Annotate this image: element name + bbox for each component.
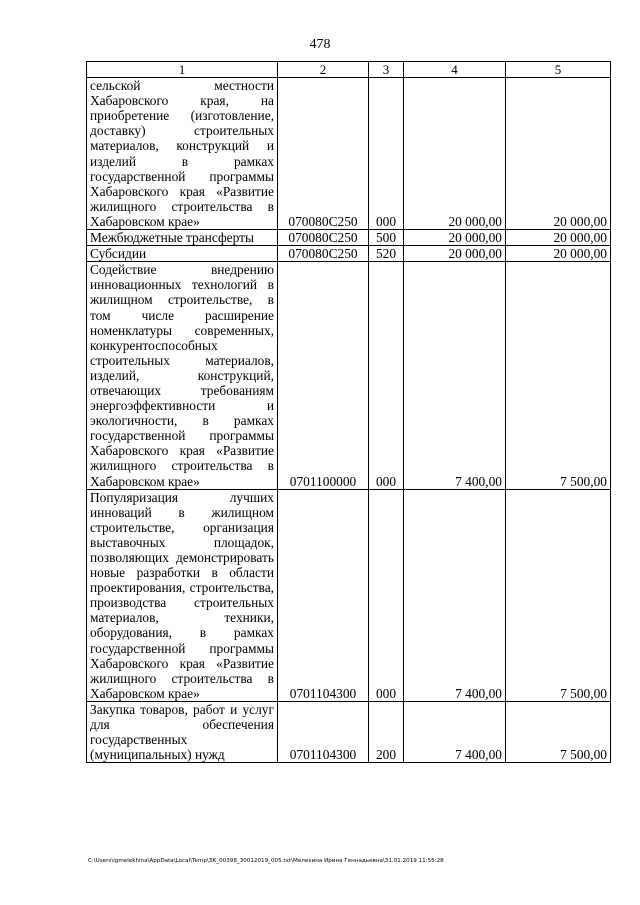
- header-col-2: 2: [278, 62, 369, 78]
- row-sum-2: 20 000,00: [506, 230, 611, 246]
- budget-table: [86, 61, 611, 763]
- table-row: [87, 246, 611, 262]
- row-code: 070080С250: [278, 230, 369, 246]
- table-row: [87, 230, 611, 246]
- row-description: сельской местности Хабаровского края, на приобретение (изготовление, доставку) строительных материалов, конструкций и изделий в рамках государственной программы Хабаровского края «Развитие жилищного строительства в Хабаровском крае»: [87, 78, 278, 230]
- row-sum-2: 20 000,00: [506, 78, 611, 230]
- row-sum-1: 20 000,00: [404, 246, 506, 262]
- row-sum-2: 7 500,00: [506, 489, 611, 701]
- row-expense-type: 000: [369, 489, 404, 701]
- row-sum-1: 20 000,00: [404, 230, 506, 246]
- row-sum-2: 7 500,00: [506, 701, 611, 762]
- row-code: 070080С250: [278, 78, 369, 230]
- header-row: [87, 62, 611, 78]
- document-footer-path: C:\Users\igmelekhina\AppData\Local\Temp\ЗК_00398_30012019_005.txt\Мелехина Ирина Геннадьевна\31.01.2019 11:55:28: [88, 858, 444, 864]
- page-number: 478: [309, 37, 331, 52]
- row-description: Содействие внедрению инновационных технологий в жилищном строительстве, в том числе расширение номенклатуры современных, конкурентоспособных строительных материалов, изделий, конструкций, отвечающих требованиям энергоэффективности и экологичности, в рамках государственной программы Хабаровского края «Развитие жилищного строительства в Хабаровском крае»: [87, 262, 278, 489]
- row-code: 070080С250: [278, 246, 369, 262]
- table-row: [87, 489, 611, 701]
- row-code: 0701104300: [278, 701, 369, 762]
- header-col-1: 1: [87, 62, 278, 78]
- row-description: Закупка товаров, работ и услуг для обеспечения государственных (муниципальных) нужд: [87, 701, 278, 762]
- header-col-5: 5: [506, 62, 611, 78]
- row-sum-2: 20 000,00: [506, 246, 611, 262]
- row-sum-1: 7 400,00: [404, 701, 506, 762]
- table-row: [87, 262, 611, 489]
- header-col-4: 4: [404, 62, 506, 78]
- row-sum-2: 7 500,00: [506, 262, 611, 489]
- row-description: Межбюджетные трансферты: [87, 230, 278, 246]
- row-expense-type: 000: [369, 78, 404, 230]
- row-description: Популяризация лучших инноваций в жилищном строительстве, организация выставочных площадок, позволяющих демонстрировать новые разработки в области проектирования, строительства, производства строительных материалов, техники, оборудования, в рамках государственной программы Хабаровского края «Развитие жилищного строительства в Хабаровском крае»: [87, 489, 278, 701]
- row-description: Субсидии: [87, 246, 278, 262]
- row-expense-type: 520: [369, 246, 404, 262]
- row-expense-type: 500: [369, 230, 404, 246]
- table-row: [87, 78, 611, 230]
- row-expense-type: 000: [369, 262, 404, 489]
- row-sum-1: 7 400,00: [404, 262, 506, 489]
- row-code: 0701104300: [278, 489, 369, 701]
- row-expense-type: 200: [369, 701, 404, 762]
- row-sum-1: 7 400,00: [404, 489, 506, 701]
- row-code: 0701100000: [278, 262, 369, 489]
- row-sum-1: 20 000,00: [404, 78, 506, 230]
- table-row: [87, 701, 611, 762]
- header-col-3: 3: [369, 62, 404, 78]
